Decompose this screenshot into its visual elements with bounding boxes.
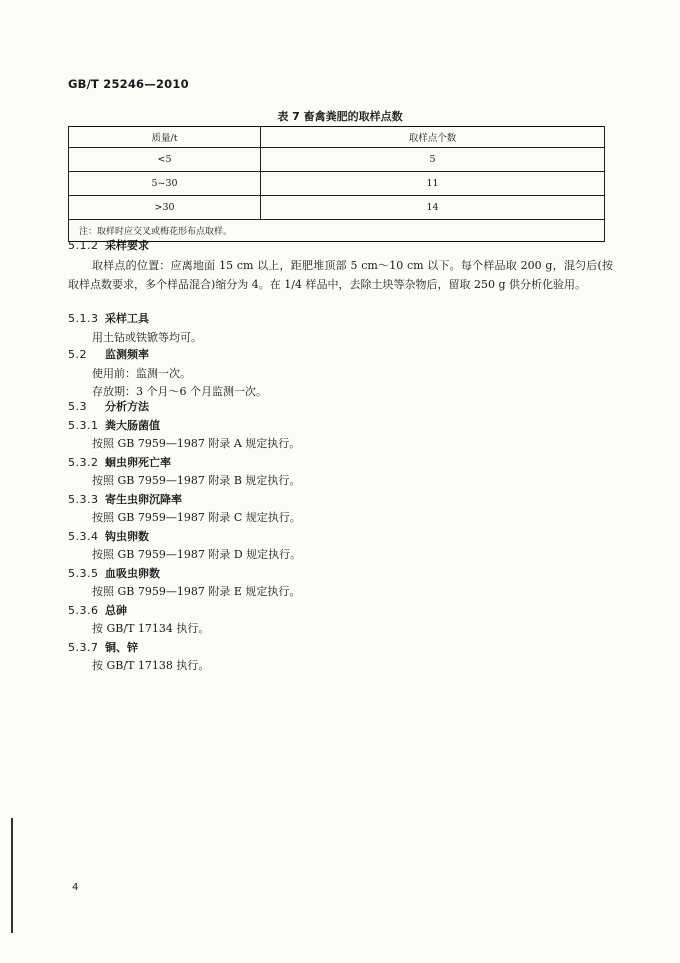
table-header-row bbox=[69, 127, 605, 148]
section-text: 按照 GB 7959—1987 附录 D 规定执行。 bbox=[92, 548, 302, 561]
section-title: 采样工具 bbox=[105, 312, 149, 325]
section-number: 5.1.2 bbox=[68, 239, 99, 252]
section-title: 蛔虫卵死亡率 bbox=[105, 455, 171, 469]
section-paragraph: 取样点的位置：应离地面 15 cm 以上，距肥堆顶部 5 cm～10 cm 以下。每个样品取 200 g，混匀后(按取样点数要求，多个样品混合)缩分为 4。在 1/4 样品中，去除土块等杂物后，留取 250 g 供分析化验用。 bbox=[68, 258, 613, 291]
section-heading bbox=[68, 602, 613, 621]
section-number: 5.3.5 bbox=[68, 566, 99, 580]
table-row bbox=[69, 148, 605, 172]
table-row bbox=[69, 196, 605, 220]
sampling-points-table bbox=[68, 126, 605, 242]
section-5-2 bbox=[68, 346, 613, 402]
section-heading bbox=[68, 528, 613, 547]
section-5-3 bbox=[68, 398, 613, 676]
section-text: 按照 GB 7959—1987 附录 C 规定执行。 bbox=[92, 511, 301, 524]
section-number: 5.3.6 bbox=[68, 603, 99, 617]
section-number: 5.3.1 bbox=[68, 418, 99, 432]
section-number: 5.2 bbox=[68, 348, 87, 361]
section-5-1-3 bbox=[68, 310, 613, 347]
section-text: 按照 GB 7959—1987 附录 E 规定执行。 bbox=[92, 585, 301, 598]
section-heading bbox=[68, 398, 613, 417]
section-number: 5.1.3 bbox=[68, 312, 99, 325]
section-heading bbox=[68, 346, 613, 365]
page-number: 4 bbox=[72, 882, 79, 893]
table-title: 表 7 畜禽粪肥的取样点数 bbox=[277, 110, 403, 123]
section-text: 使用前：监测一次。 bbox=[92, 366, 191, 380]
section-number: 5.3 bbox=[68, 400, 87, 413]
section-heading bbox=[68, 454, 613, 473]
section-heading bbox=[68, 417, 613, 436]
section-number: 5.3.7 bbox=[68, 640, 99, 654]
section-text: 存放期：3 个月～6 个月监测一次。 bbox=[92, 385, 267, 398]
section-title: 寄生虫卵沉降率 bbox=[105, 492, 182, 506]
column-header-sample-count: 取样点个数 bbox=[261, 127, 605, 148]
section-title: 铜、锌 bbox=[105, 640, 138, 654]
section-title: 采样要求 bbox=[105, 239, 149, 252]
section-text: 按照 GB 7959—1987 附录 B 规定执行。 bbox=[92, 474, 301, 487]
section-text: 用土钻或铁锨等均可。 bbox=[92, 330, 202, 344]
section-title: 监测频率 bbox=[105, 348, 149, 361]
section-heading bbox=[68, 310, 613, 329]
section-title: 钩虫卵数 bbox=[105, 529, 149, 543]
table-note: 注：取样时应交叉或梅花形布点取样。 bbox=[69, 220, 605, 242]
section-number: 5.3.3 bbox=[68, 492, 99, 506]
count-cell: 11 bbox=[261, 172, 605, 196]
section-title: 总砷 bbox=[105, 603, 127, 617]
section-number: 5.3.4 bbox=[68, 529, 99, 543]
section-number: 5.3.2 bbox=[68, 455, 99, 469]
section-title: 血吸虫卵数 bbox=[105, 566, 160, 580]
section-text: 按 GB/T 17138 执行。 bbox=[92, 659, 210, 672]
standard-code: GB/T 25246—2010 bbox=[68, 77, 189, 91]
section-5-1-2 bbox=[68, 237, 613, 294]
mass-cell: 5~30 bbox=[69, 172, 261, 196]
mass-cell: <5 bbox=[69, 148, 261, 172]
section-title: 粪大肠菌值 bbox=[105, 418, 160, 432]
section-heading bbox=[68, 639, 613, 658]
section-heading bbox=[68, 237, 613, 256]
section-heading bbox=[68, 491, 613, 510]
count-cell: 14 bbox=[261, 196, 605, 220]
section-text: 按照 GB 7959—1987 附录 A 规定执行。 bbox=[92, 437, 301, 450]
section-title: 分析方法 bbox=[105, 400, 149, 413]
table-row bbox=[69, 172, 605, 196]
mass-cell: >30 bbox=[69, 196, 261, 220]
scan-edge-mark bbox=[11, 818, 13, 933]
section-heading bbox=[68, 565, 613, 584]
section-text: 按 GB/T 17134 执行。 bbox=[92, 622, 210, 635]
count-cell: 5 bbox=[261, 148, 605, 172]
column-header-mass: 质量/t bbox=[69, 127, 261, 148]
